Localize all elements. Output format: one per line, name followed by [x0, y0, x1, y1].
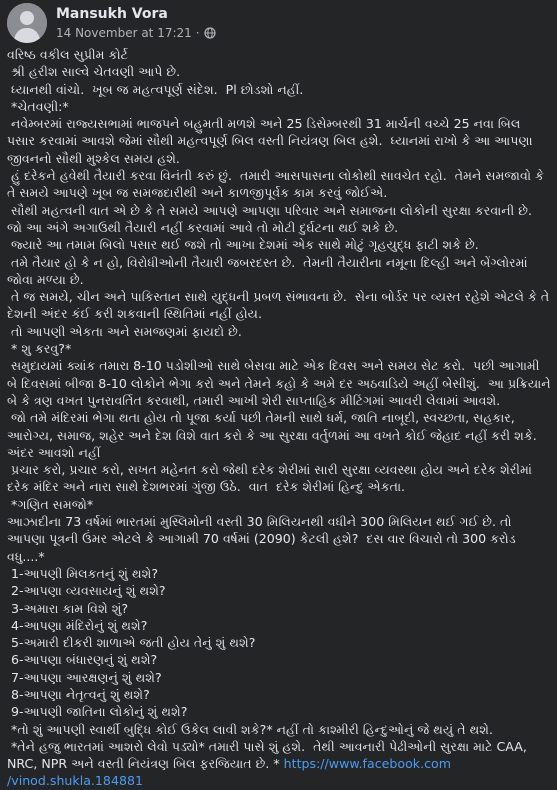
post-paragraph: તમે તૈયાર હો કે ન હો, વિરોધીઓની તૈયારી જબરદસ્ત છે. તેમની તૈયારીના નમૂના દિલ્હી અને બેંગ્લોરમાં જોવા મળ્યા છે.	[7, 254, 532, 287]
avatar[interactable]	[7, 3, 47, 43]
post-link-line-2	[7, 772, 552, 789]
post-paragraph: સમુદાયમાં ક્યાંક તમારા 8-10 પડોશીઓ સાથે બેસવા માટે એક દિવસ અને સમય સેટ કરો. પછી આગામી બે દિવસમાં બીજા 8-10 લોકોને ભેગા કરો અને તેમને કહો કે અમે દર અઠવાડિયે અહીં બેસીશું. આ પ્રક્રિયાને બે કે ત્રણ વખત પુનરાવર્તિત કરવાથી, તમારી આખી શેરી સાપ્તાહિક મીટિંગમાં આવરી લેવામાં આવશે.	[7, 358, 555, 408]
post-paragraph: 7-આપણા આરક્ષણનું શું થશે?	[7, 669, 162, 685]
post-paragraph: * શુ કરવુ?*	[7, 341, 72, 357]
post-header	[0, 0, 557, 46]
author-name[interactable]: Mansukh Vora	[56, 6, 168, 22]
post-paragraph: જ્યારે આ તમામ બિલો પસાર થઈ જશે તો આખા દેશમાં એક સાથે મોટું ગૃહયુદ્ધ ફાટી શકે છે.	[7, 237, 479, 253]
post-text	[7, 46, 555, 772]
post-paragraph: 1-આપણી મિલકતનું શું થશે?	[7, 565, 159, 581]
meta-separator: ·	[195, 26, 200, 40]
post-meta	[56, 26, 216, 40]
post-paragraph: *ચેતવણી:*	[7, 98, 69, 114]
avatar-placeholder-icon	[7, 3, 47, 43]
post-link[interactable]: https://www.facebook.com	[283, 756, 451, 772]
post-paragraph: જો તમે મંદિરમાં ભેગા થતા હોય તો પૂજા કર્યા પછી તેમની સાથે ધર્મ, જાતિ નાબૂદી, સ્વચ્છતા, સહકાર, આરોગ્ય, સમાજ, શહેર અને દેશ વિશે વાત કરો કે આ સુરક્ષા વર્તુળમાં આ વખતે કોઈ જેહાદ નહીં કરી શકે. અંદર આવશો નહીં	[7, 410, 545, 460]
globe-icon[interactable]	[204, 27, 216, 39]
post-paragraph: સૌથી મહત્વની વાત એ છે કે તે સમયે આપણે આપણા પરિવાર અને સમાજના લોકોની સુરક્ષા કરવાની છે. જો આ અંગે અગાઉથી તૈયારી નહીં કરવામાં આવે તો મોટી દુર્ઘટના થઈ શકે છે.	[7, 202, 540, 235]
post-paragraph: 9-આપણી જાતિના લોકોનું શું થશે?	[7, 704, 188, 720]
post-paragraph: નવેમ્બરમાં રાજ્યસભામાં ભાજપને બહુમતી મળશે અને 25 ડિસેમ્બરથી 31 માર્ચની વચ્ચે 25 નવા બિલ પસાર કરવામાં આવશે જેમાં સૌથી મહત્વપૂર્ણ બિલ વસ્તી નિયંત્રણ બિલ હશે. ધ્યાનમાં રાખો કે આ આપણા જીવનનો સૌથી મુશ્કેલ સમય હશે.	[7, 116, 537, 166]
post-paragraph: 2-આપણા વ્યવસાયનું શું થશે?	[7, 583, 166, 599]
post-paragraph: શ્રી હરીશ સાલ્વે ચેતવણી આપે છે.	[7, 64, 181, 80]
post-paragraph: *તો શું આપણી સ્વાર્થી બુદ્ધિ કોઈ ઉકેલ લાવી શકે?* નહીં તો કાશ્મીરી હિન્દુઓનું જે થયું તે થશે.	[7, 721, 493, 737]
post-paragraph: પ્રચાર કરો, પ્રચાર કરો, સખત મહેનત કરો જેથી દરેક શેરીમાં સારી સુરક્ષા વ્યવસ્થા હોય અને દરેક શેરીમાં દરેક મંદિર અને નારા સાથે દેશભરમાં ગુંજી ઉઠે. વાત દરેક શેરીમાં હિન્દુ એકતા.	[7, 462, 536, 495]
post-paragraph: ધ્યાનથી વાંચો. ખૂબ જ મહત્વપૂર્ણ સંદેશ. Pl છોડશો નહીં.	[7, 81, 304, 97]
post-body	[7, 46, 555, 790]
post-paragraph: 4-આપણા મંદિરોનું શું થશે?	[7, 617, 148, 633]
post-paragraph: વરિષ્ઠ વકીલ સુપ્રીમ કોર્ટ	[7, 47, 128, 62]
post-paragraph: 3-અમારા કામ વિશે શું?	[7, 600, 129, 616]
post-paragraph: તો આપણી એકતા અને સમજણમાં ફાયદો છે.	[7, 323, 242, 339]
post-paragraph: 5-અમારી દીકરી શાળાએ જતી હોય તેનું શું થશે?	[7, 635, 256, 651]
post-paragraph: 8-આપણા નેતૃત્વનું શું થશે?	[7, 686, 150, 702]
post-paragraph: તે જ સમયે, ચીન અને પાકિસ્તાન સાથે યુદ્ધની પ્રબળ સંભાવના છે. સેના બોર્ડર પર વ્યસ્ત રહેશે એટલે કે તે દેશની અંદર કંઈ કરી શકવાની સ્થિતિમાં નહીં હોય.	[7, 289, 554, 322]
post-link-path[interactable]: /vinod.shukla.184881	[7, 773, 143, 789]
post-paragraph: *તેને હજુ ભારતમાં આશરો લેવો પડ્યો* તમારી પાસે શું હશે. તેથી આવનારી પેઢીઓની સુરક્ષા માટે CAA, NRC, NPR અને વસ્તી નિયંત્રણ બિલ ફરજિયાત છે. *	[7, 738, 531, 772]
post-paragraph: 6-આપણા બંધારણનું શું થશે?	[7, 652, 158, 668]
post-paragraph: હું દરેકને હવેથી તૈયારી કરવા વિનંતી કરું છું. તમારી આસપાસના લોકોથી સાવચેત રહો. તેમને સમજાવો કે તે સમયે આપણે ખૂબ જ સમજદારીથી અને કાળજીપૂર્વક કામ કરવું જોઈએ.	[7, 168, 548, 201]
post-timestamp[interactable]: 14 November at 17:21	[56, 26, 192, 40]
closing-line	[7, 738, 552, 773]
post-paragraph: *ગણિત સમજો*	[7, 496, 94, 512]
post-paragraph: આઝાદીના 73 વર્ષમાં ભારતમાં મુસ્લિમોની વસ્તી 30 મિલિયનથી વધીને 300 મિલિયન થઈ ગઈ છે. તો આપણા પૂત્રની ઉંમર એટલે કે આગામી 70 વર્ષમાં (2090) કેટલી હશે? દસ વાર વિચારો તો 300 કરોડ વધુ....*	[7, 514, 520, 564]
